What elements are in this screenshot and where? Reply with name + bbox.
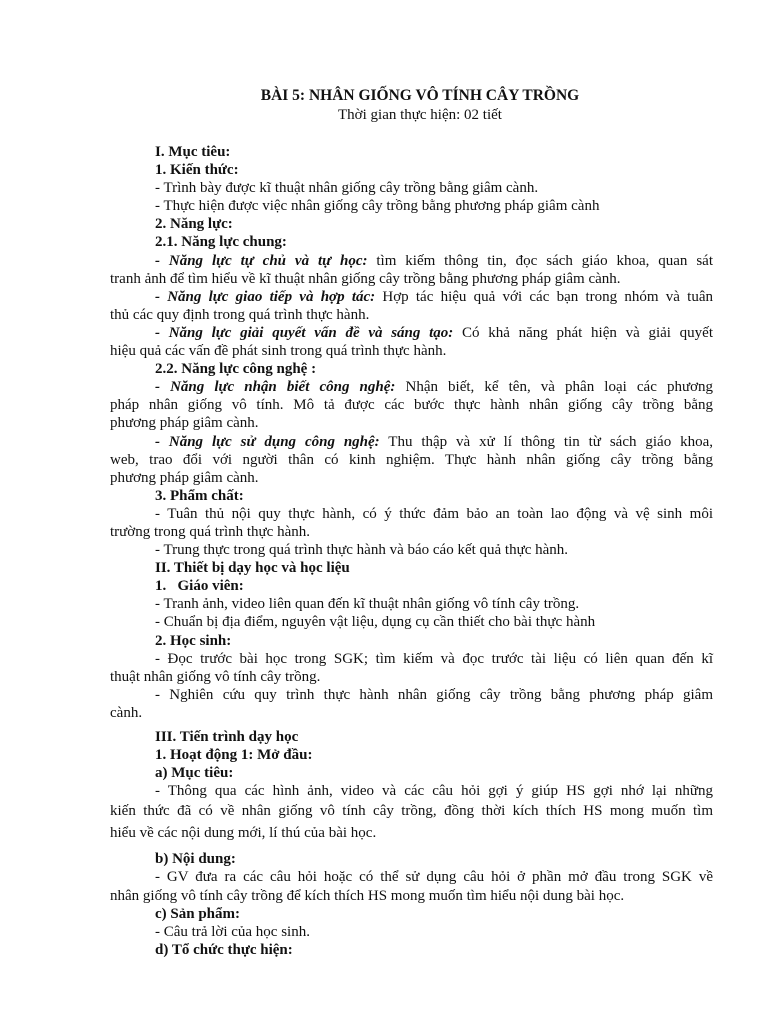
subsection-heading-nang-luc-chung: 2.1. Năng lực chung: <box>155 234 287 251</box>
paragraph-line: hiểu về các nội dung mới, lí thú của bài học. <box>110 825 377 842</box>
activity-subheading-noi-dung: b) Nội dung: <box>155 851 236 868</box>
paragraph-line: - Tuân thủ nội quy thực hành, có ý thức đảm bảo an toàn lao động và vệ sinh môi <box>155 505 713 522</box>
competency-label: - Năng lực nhận biết công nghệ: <box>155 379 396 396</box>
activity-subheading-to-chuc: d) Tổ chức thực hiện: <box>155 941 293 958</box>
paragraph-line: - Đọc trước bài học trong SGK; tìm kiếm và đọc trước tài liệu có liên quan đến kĩ <box>155 650 713 667</box>
section-heading-thiet-bi: II. Thiết bị dạy học và học liệu <box>155 560 350 577</box>
lesson-duration: Thời gian thực hiện: 02 tiết <box>338 107 502 123</box>
activity-heading: 1. Hoạt động 1: Mở đầu: <box>155 747 313 764</box>
paragraph-line: hiệu quả các vấn đề phát sinh trong quá trình thực hành. <box>110 343 447 360</box>
paragraph-line: tranh ảnh để tìm hiểu về kĩ thuật nhân giống cây trồng bằng phương pháp giâm cành. <box>110 270 621 287</box>
paragraph-line: thuật nhân giống vô tính cây trồng. <box>110 668 321 685</box>
list-item: - Trung thực trong quá trình thực hành và báo cáo kết quả thực hành. <box>155 542 569 559</box>
list-item: - Chuẩn bị địa điểm, nguyên vật liệu, dụng cụ cần thiết cho bài thực hành <box>155 614 596 631</box>
paragraph-line: thủ các quy định trong quá trình thực hành. <box>110 306 370 323</box>
paragraph-line: - Thông qua các hình ảnh, video và các câu hỏi gợi ý giúp HS gợi nhớ lại những <box>155 783 713 800</box>
paragraph-line: - Nghiên cứu quy trình thực hành nhân giống cây trồng bằng phương pháp giâm <box>155 686 713 703</box>
competency-label: - Năng lực sử dụng công nghệ: <box>155 433 380 450</box>
activity-subheading-muc-tieu: a) Mục tiêu: <box>155 765 234 782</box>
document-body <box>110 143 713 959</box>
competency-label: - Năng lực giải quyết vấn đề và sáng tạo: <box>155 324 454 341</box>
subsection-heading-pham-chat: 3. Phẩm chất: <box>155 487 244 504</box>
competency-text: Hợp tác hiệu quả với các bạn trong nhóm và tuân <box>375 288 713 305</box>
paragraph-line: kiến thức đã có về nhân giống vô tính cây trồng, đồng thời kích thích HS mong muốn tìm <box>110 803 713 820</box>
subsection-heading-kien-thuc: 1. Kiến thức: <box>155 162 239 179</box>
subsection-heading-nang-luc: 2. Năng lực: <box>155 216 233 233</box>
subsection-heading-hoc-sinh: 2. Học sinh: <box>155 632 232 649</box>
competency-line <box>110 252 713 270</box>
competency-line <box>110 433 713 451</box>
list-item: - Trình bày được kĩ thuật nhân giống cây trồng bằng giâm cành. <box>155 180 539 197</box>
competency-text: Có khả năng phát hiện và giải quyết <box>453 324 713 341</box>
paragraph-line: - GV đưa ra các câu hỏi hoặc có thể sử dụng câu hỏi ở phần mở đầu trong SGK về <box>155 869 713 886</box>
competency-label: - Năng lực tự chủ và tự học: <box>155 252 368 269</box>
competency-text: Thu thập và xử lí thông tin từ sách giáo khoa, <box>379 433 713 450</box>
competency-line <box>110 288 713 306</box>
paragraph-line: web, trao đổi với người thân có kinh nghiệm. Thực hành nhân giống cây trồng bằng <box>110 451 713 468</box>
subsection-heading-nang-luc-cong-nghe: 2.2. Năng lực công nghệ : <box>155 361 317 378</box>
list-item: - Tranh ảnh, video liên quan đến kĩ thuật nhân giống vô tính cây trồng. <box>155 596 580 613</box>
competency-label: - Năng lực giao tiếp và hợp tác: <box>155 288 376 305</box>
paragraph-line: nhân giống vô tính cây trồng để kích thích HS mong muốn tìm hiểu nội dung bài học. <box>110 887 625 904</box>
paragraph-line: trường trong quá trình thực hành. <box>110 523 310 540</box>
paragraph-line: phương pháp giâm cành. <box>110 415 259 432</box>
lesson-title: BÀI 5: NHÂN GIỐNG VÔ TÍNH CÂY TRỒNG <box>260 87 580 104</box>
activity-subheading-san-pham: c) Sản phẩm: <box>155 905 241 922</box>
paragraph-line: pháp nhân giống vô tính. Mô tả được các bước thực hành nhân giống cây trồng bằng <box>110 397 713 414</box>
paragraph-line: phương pháp giâm cành. <box>110 469 259 486</box>
competency-text: tìm kiếm thông tin, đọc sách giáo khoa, quan sát <box>367 252 713 269</box>
subsection-heading-giao-vien: 1. Giáo viên: <box>155 578 244 595</box>
section-heading-tien-trinh: III. Tiến trình dạy học <box>155 729 299 745</box>
list-item: - Câu trả lời của học sinh. <box>155 923 310 940</box>
section-heading-muc-tieu: I. Mục tiêu: <box>155 144 231 160</box>
list-item: - Thực hiện được việc nhân giống cây trồng bằng phương pháp giâm cành <box>155 198 600 215</box>
paragraph-line: cành. <box>110 704 143 721</box>
competency-line <box>110 378 713 396</box>
competency-text: Nhận biết, kể tên, và phân loại các phương <box>395 379 714 396</box>
competency-line <box>110 324 713 342</box>
